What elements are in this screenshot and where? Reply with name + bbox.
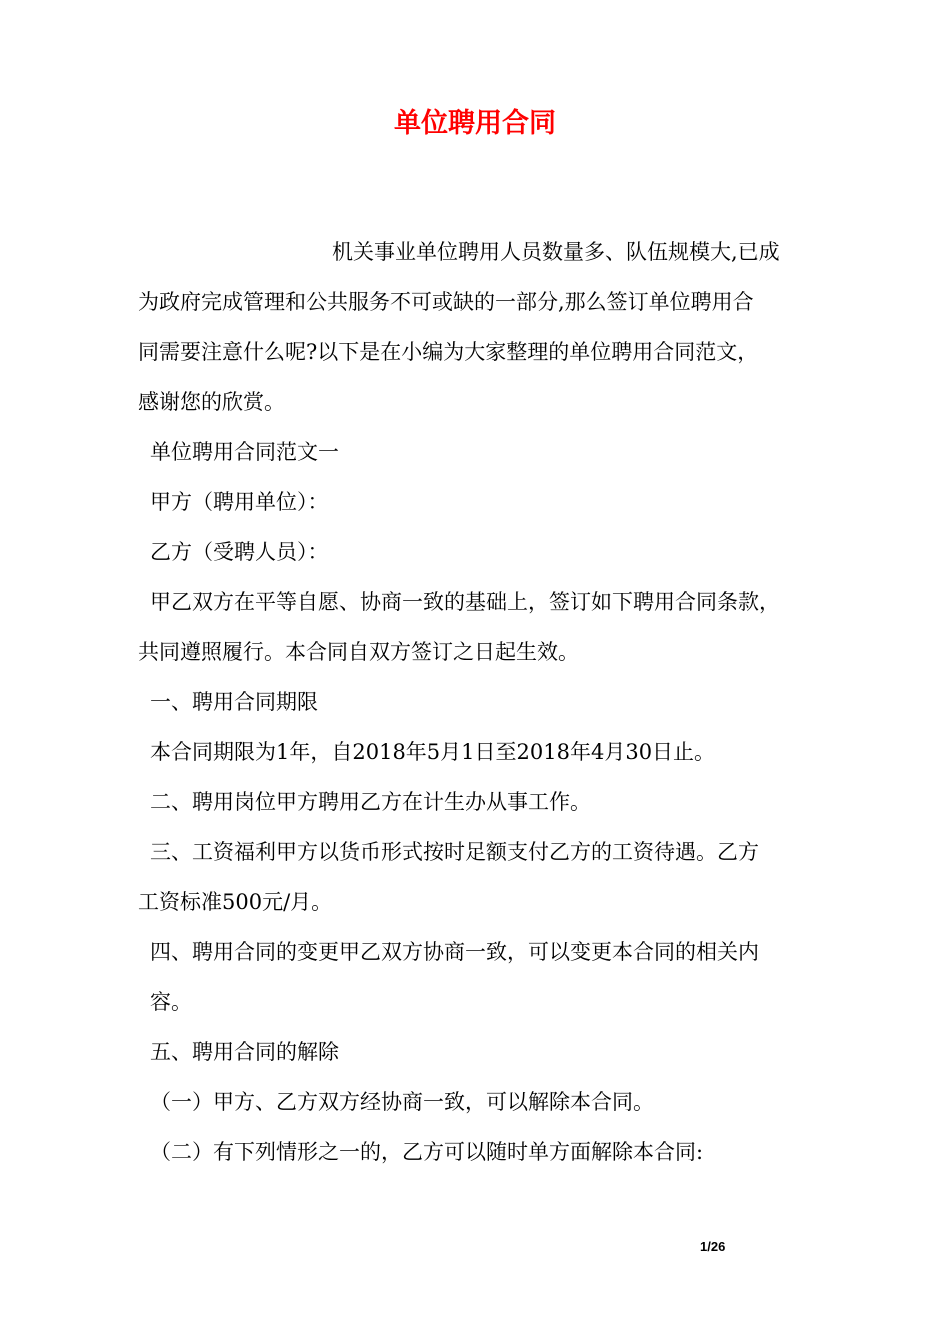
intro-line-3: 同需要注意什么呢?以下是在小编为大家整理的单位聘用合同范文，: [138, 340, 759, 364]
clause-3-line-1: 三、工资福利甲方以货币形式按时足额支付乙方的工资待遇。乙方: [150, 840, 759, 864]
clause-3-line-2: 工资标准500元/月。: [138, 890, 333, 914]
clause-2: 二、聘用岗位甲方聘用乙方在计生办从事工作。: [150, 790, 591, 814]
preamble-line-2: 共同遵照履行。本合同自双方签订之日起生效。: [138, 640, 579, 664]
party-a-line: 甲方（聘用单位）：: [150, 490, 329, 514]
clause-4-line-2: 容。: [150, 990, 192, 1014]
clause-4-line-1: 四、聘用合同的变更甲乙双方协商一致，可以变更本合同的相关内: [150, 940, 759, 964]
party-b-line: 乙方（受聘人员）：: [150, 540, 329, 564]
preamble-line-1: 甲乙双方在平等自愿、协商一致的基础上，签订如下聘用合同条款，: [150, 590, 780, 614]
clause-1-body: 本合同期限为1年，自2018年5月1日至2018年4月30日止。: [150, 740, 716, 764]
intro-line-4: 感谢您的欣赏。: [138, 390, 285, 414]
page-number: 1/26: [700, 1239, 726, 1254]
document-title: 单位聘用合同: [394, 108, 556, 139]
clause-5-item-2: （二）有下列情形之一的，乙方可以随时单方面解除本合同:: [150, 1140, 704, 1164]
intro-line-1: 机关事业单位聘用人员数量多、队伍规模大,已成: [332, 240, 780, 264]
intro-line-2: 为政府完成管理和公共服务不可或缺的一部分,那么签订单位聘用合: [138, 290, 754, 314]
clause-5-title: 五、聘用合同的解除: [150, 1040, 339, 1064]
clause-1-title: 一、聘用合同期限: [150, 690, 318, 714]
section-heading: 单位聘用合同范文一: [150, 440, 339, 464]
clause-5-item-1: （一）甲方、乙方双方经协商一致，可以解除本合同。: [150, 1090, 654, 1114]
